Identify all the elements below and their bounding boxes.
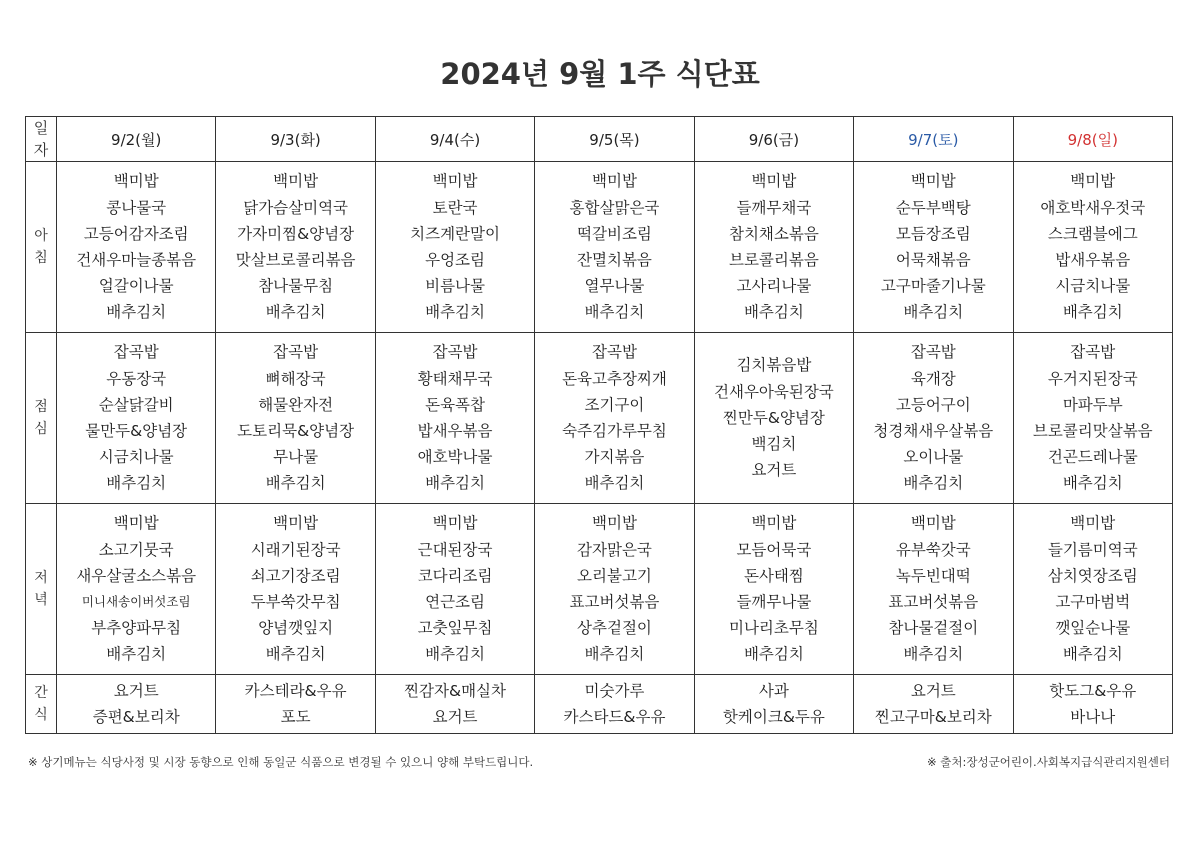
dinner-row	[26, 504, 1173, 675]
menu-item: 백미밥	[273, 514, 319, 533]
snack-menu-cell	[57, 675, 216, 734]
menu-item: 건곤드레나물	[1047, 448, 1138, 467]
menu-item: 두부쑥갓무침	[250, 593, 341, 611]
menu-item: 닭가슴살미역국	[243, 198, 349, 217]
menu-item: 오이나물	[903, 448, 964, 467]
menu-item: 들깨무채국	[736, 198, 812, 217]
menu-item: 고사리나물	[736, 277, 812, 296]
menu-item: 고등어감자조림	[83, 224, 189, 243]
lunch-menu-cell	[1013, 333, 1172, 504]
menu-item: 깻잎순나물	[1055, 619, 1131, 638]
menu-item: 소고기뭇국	[98, 540, 174, 559]
menu-item: 바나나	[1070, 708, 1116, 726]
menu-item: 무나물	[273, 448, 319, 467]
menu-item: 배추김치	[903, 645, 964, 664]
dinner-menu-cell	[57, 504, 216, 675]
menu-item: 김치볶음밥	[736, 356, 812, 375]
breakfast-menu-cell	[854, 162, 1013, 333]
dinner-menu-cell	[854, 504, 1013, 675]
breakfast-label-char: 아	[34, 228, 48, 244]
menu-item: 백미밥	[910, 514, 956, 533]
menu-item: 잡곡밥	[910, 343, 956, 362]
menu-item: 표고버섯볶음	[569, 593, 660, 611]
menu-item: 치즈계란말이	[410, 224, 500, 243]
menu-item: 잡곡밥	[432, 343, 478, 362]
snack-label	[26, 675, 57, 734]
menu-item: 찐만두&양념장	[722, 408, 825, 427]
menu-item: 백미밥	[432, 514, 478, 533]
menu-item: 미나리초무침	[728, 619, 819, 638]
menu-item: 백미밥	[592, 514, 637, 533]
menu-item: 고구마줄기나물	[880, 277, 986, 296]
menu-item: 배추김치	[584, 474, 645, 493]
menu-item: 배추김치	[1062, 303, 1123, 322]
menu-item: 모듬어묵국	[736, 540, 812, 559]
lunch-menu-cell	[375, 333, 534, 504]
lunch-menu-cell	[57, 333, 216, 504]
menu-item: 양념깻잎지	[258, 619, 334, 638]
snack-row	[26, 675, 1173, 734]
menu-item: 얼갈이나물	[98, 277, 174, 296]
menu-item: 배추김치	[584, 645, 645, 664]
menu-item: 배추김치	[106, 645, 167, 664]
breakfast-menu-cell	[535, 162, 694, 333]
menu-item: 참나물무침	[258, 277, 334, 296]
menu-item: 순두부백탕	[895, 198, 971, 217]
dinner-label-char: 녁	[34, 592, 48, 608]
menu-item: 배추김치	[106, 474, 167, 493]
menu-item: 미니새송이버섯조림	[81, 594, 191, 609]
menu-item: 증편&보리차	[92, 708, 180, 726]
menu-item: 돈육고추장찌개	[562, 369, 667, 388]
lunch-label-char: 심	[34, 421, 48, 437]
menu-item: 건새우마늘종볶음	[76, 251, 197, 269]
menu-item: 배추김치	[1062, 645, 1123, 664]
menu-item: 고등어구이	[895, 395, 971, 414]
day-header-thu: 9/5(목)	[535, 117, 694, 162]
menu-item: 근대된장국	[417, 540, 493, 559]
dinner-menu-cell	[535, 504, 694, 675]
menu-item: 요거트	[113, 681, 159, 700]
menu-item: 잡곡밥	[273, 343, 319, 362]
lunch-label	[26, 333, 57, 504]
day-header-wed: 9/4(수)	[375, 117, 534, 162]
dinner-label-char: 저	[34, 570, 48, 586]
menu-item: 녹두빈대떡	[895, 566, 971, 585]
menu-item: 요거트	[751, 461, 797, 480]
breakfast-row	[26, 162, 1173, 333]
menu-item: 열무나물	[584, 277, 645, 296]
snack-label-char: 식	[34, 707, 48, 723]
menu-item: 배추김치	[425, 645, 485, 664]
day-header-sat: 9/7(토)	[854, 117, 1013, 162]
menu-item: 찐감자&매실차	[404, 681, 507, 700]
menu-item: 카스테라&우유	[244, 681, 347, 700]
lunch-row	[26, 333, 1173, 504]
menu-item: 뼈해장국	[265, 369, 326, 388]
menu-item: 부추양파무침	[91, 619, 182, 638]
dinner-label	[26, 504, 57, 675]
menu-item: 콩나물국	[106, 198, 167, 217]
menu-item: 조기구이	[584, 395, 645, 414]
menu-item: 브로콜리맛살볶음	[1032, 422, 1153, 440]
menu-item: 잡곡밥	[592, 343, 637, 362]
menu-item: 잡곡밥	[113, 343, 159, 362]
menu-item: 백미밥	[113, 172, 159, 191]
menu-item: 삼치엿장조림	[1047, 566, 1138, 585]
footer-source: ※ 출처:장성군어린이.사회복지급식관리지원센터	[927, 755, 1170, 769]
menu-item: 백미밥	[751, 172, 797, 191]
menu-item: 백미밥	[1070, 514, 1116, 533]
menu-item: 새우살굴소스볶음	[76, 566, 197, 585]
menu-item: 배추김치	[584, 303, 645, 322]
day-header-fri: 9/6(금)	[694, 117, 853, 162]
menu-item: 핫케이크&두유	[722, 708, 825, 726]
menu-item: 시금치나물	[98, 448, 174, 467]
breakfast-label	[26, 162, 57, 333]
menu-item: 백미밥	[751, 514, 797, 533]
menu-item: 감자맑은국	[577, 540, 652, 559]
breakfast-menu-cell	[57, 162, 216, 333]
menu-item: 유부쑥갓국	[895, 540, 971, 559]
menu-item: 참나물겉절이	[888, 619, 979, 638]
menu-item: 청경채새우살볶음	[873, 422, 994, 440]
menu-item: 육개장	[910, 369, 956, 388]
menu-item: 밥새우볶음	[417, 422, 493, 440]
snack-menu-cell	[854, 675, 1013, 734]
day-header-mon: 9/2(월)	[57, 117, 216, 162]
date-header-label	[26, 117, 57, 162]
menu-item: 카스타드&우유	[563, 708, 666, 726]
menu-item: 가자미찜&양념장	[237, 224, 355, 243]
menu-item: 가지볶음	[584, 448, 645, 467]
weekly-menu-table	[25, 116, 1173, 734]
snack-menu-cell	[535, 675, 694, 734]
menu-item: 사과	[758, 681, 789, 700]
menu-item: 마파두부	[1062, 395, 1123, 414]
breakfast-menu-cell	[694, 162, 853, 333]
lunch-menu-cell	[535, 333, 694, 504]
menu-item: 순살닭갈비	[98, 395, 174, 414]
menu-item: 모듬장조림	[895, 224, 971, 243]
menu-item: 애호박나물	[417, 448, 493, 467]
menu-item: 표고버섯볶음	[888, 593, 979, 611]
snack-menu-cell	[375, 675, 534, 734]
date-header-row	[26, 117, 1173, 162]
menu-item: 배추김치	[1062, 474, 1123, 493]
date-header-char-2: 자	[33, 141, 49, 159]
breakfast-menu-cell	[375, 162, 534, 333]
menu-item: 황태채무국	[417, 369, 493, 388]
dinner-menu-cell	[1013, 504, 1172, 675]
menu-item: 배추김치	[265, 303, 326, 322]
menu-item: 배추김치	[903, 474, 964, 493]
menu-item: 떡갈비조림	[577, 224, 652, 243]
day-header-tue: 9/3(화)	[216, 117, 375, 162]
menu-item: 해물완자전	[258, 395, 334, 414]
menu-item: 연근조림	[425, 593, 485, 611]
menu-item: 잡곡밥	[1070, 343, 1116, 362]
menu-item: 백미밥	[910, 172, 956, 191]
menu-item: 쇠고기장조림	[250, 566, 341, 585]
menu-item: 들깨무나물	[736, 593, 812, 611]
menu-item: 애호박새우젓국	[1040, 198, 1146, 217]
menu-item: 배추김치	[265, 474, 326, 493]
menu-item: 오리불고기	[577, 566, 652, 585]
dinner-menu-cell	[375, 504, 534, 675]
menu-item: 들기름미역국	[1047, 540, 1138, 559]
menu-item: 백미밥	[273, 172, 319, 191]
menu-item: 잔멸치볶음	[577, 251, 652, 269]
snack-menu-cell	[1013, 675, 1172, 734]
menu-item: 건새우아욱된장국	[714, 382, 834, 401]
menu-item: 배추김치	[743, 645, 804, 664]
menu-item: 배추김치	[425, 474, 485, 493]
dinner-menu-cell	[216, 504, 375, 675]
menu-item: 도토리묵&양념장	[237, 422, 355, 440]
lunch-menu-cell	[694, 333, 853, 504]
menu-item: 고구마범벅	[1055, 593, 1131, 611]
menu-item: 숙주김가루무침	[562, 422, 667, 440]
menu-item: 돈사태찜	[743, 566, 804, 585]
menu-item: 백미밥	[432, 172, 478, 191]
menu-item: 토란국	[432, 198, 478, 217]
menu-item: 우거지된장국	[1047, 369, 1138, 388]
menu-item: 참치채소볶음	[728, 224, 819, 243]
menu-item: 배추김치	[903, 303, 964, 322]
menu-item: 브로콜리볶음	[728, 251, 819, 269]
menu-item: 고춧잎무침	[417, 619, 493, 638]
menu-item: 배추김치	[425, 303, 485, 322]
menu-item: 배추김치	[106, 303, 167, 322]
menu-item: 물만두&양념장	[85, 422, 188, 440]
menu-item: 요거트	[910, 681, 956, 700]
breakfast-menu-cell	[216, 162, 375, 333]
menu-item: 우동장국	[106, 369, 167, 388]
snack-menu-cell	[216, 675, 375, 734]
menu-item: 백미밥	[592, 172, 637, 191]
page-title: 2024년 9월 1주 식단표	[440, 57, 760, 91]
menu-item: 우엉조림	[425, 251, 485, 269]
menu-item: 백미밥	[113, 514, 159, 533]
menu-item: 돈육폭찹	[425, 395, 485, 414]
menu-item: 찐고구마&보리차	[874, 708, 992, 726]
lunch-menu-cell	[854, 333, 1013, 504]
menu-item: 코다리조림	[417, 566, 493, 585]
menu-item: 스크램블에그	[1047, 224, 1138, 243]
date-header-char-1: 일	[33, 119, 49, 137]
snack-label-char: 간	[34, 685, 48, 701]
menu-item: 시금치나물	[1055, 277, 1131, 296]
menu-item: 비름나물	[425, 277, 485, 296]
menu-item: 배추김치	[743, 303, 804, 322]
menu-item: 핫도그&우유	[1049, 681, 1137, 700]
menu-item: 밥새우볶음	[1055, 251, 1131, 269]
menu-item: 미숫가루	[584, 681, 645, 700]
day-header-sun: 9/8(일)	[1013, 117, 1172, 162]
menu-item: 맛살브로콜리볶음	[235, 251, 356, 269]
footer-notice: ※ 상기메뉴는 식당사정 및 시장 동향으로 인해 동일군 식품으로 변경될 수 있으니 양해 부탁드립니다.	[28, 755, 534, 769]
menu-item: 요거트	[432, 708, 478, 726]
menu-item: 상추겉절이	[577, 619, 652, 638]
menu-item: 시래기된장국	[250, 540, 341, 559]
menu-item: 어묵채볶음	[895, 251, 971, 269]
menu-item: 배추김치	[265, 645, 326, 664]
menu-item: 백미밥	[1070, 172, 1116, 191]
menu-item: 홍합살맑은국	[569, 198, 660, 217]
dinner-menu-cell	[694, 504, 853, 675]
breakfast-menu-cell	[1013, 162, 1172, 333]
menu-item: 백김치	[751, 435, 797, 454]
breakfast-label-char: 침	[34, 250, 48, 266]
lunch-label-char: 점	[34, 399, 48, 415]
menu-item: 포도	[280, 708, 311, 726]
snack-menu-cell	[694, 675, 853, 734]
lunch-menu-cell	[216, 333, 375, 504]
